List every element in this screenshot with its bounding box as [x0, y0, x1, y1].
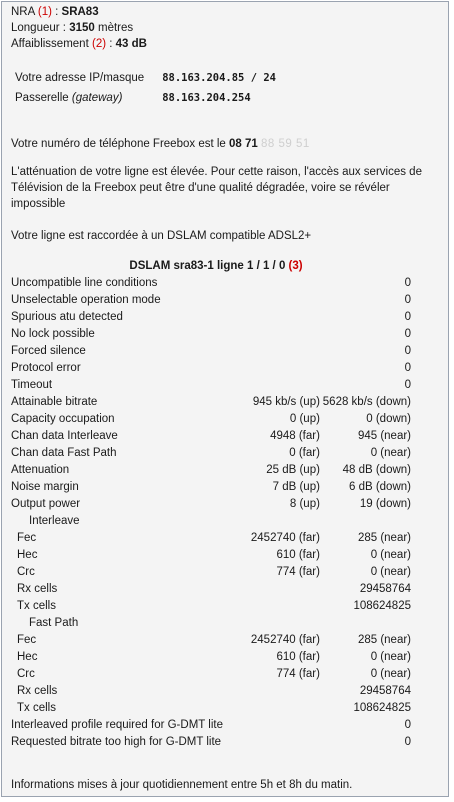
table-row — [11, 343, 411, 360]
stat-value-b: 0 — [404, 328, 411, 340]
stat-value-a — [223, 683, 320, 700]
stat-value-a: 4948 (far) — [270, 430, 320, 442]
affaiblissement-label: Affaiblissement — [11, 38, 89, 50]
table-row — [11, 292, 411, 309]
nra-ref: (1) — [37, 6, 52, 18]
table-row — [11, 496, 411, 513]
stat-value-a — [223, 360, 320, 377]
stat-label: Crc — [17, 566, 35, 578]
table-row — [11, 530, 411, 547]
stat-value-a — [223, 615, 320, 632]
stat-label: Timeout — [11, 379, 53, 391]
stat-value-b: 0 (near) — [370, 549, 411, 561]
stat-value-b: 945 (near) — [357, 430, 411, 442]
stat-value-a — [223, 700, 320, 717]
stat-value-b: 0 (near) — [370, 447, 411, 459]
stat-label: Interleaved profile required for G-DMT lite — [11, 719, 223, 731]
stat-value-b: 0 — [404, 736, 411, 748]
line-info-panel — [1, 1, 449, 797]
stat-value-a: 2452740 (far) — [250, 634, 320, 646]
stat-label: Interleave — [29, 515, 80, 527]
longueur-line — [11, 20, 441, 36]
stat-label: Tx cells — [17, 702, 56, 714]
stat-value-b: 108624825 — [353, 702, 411, 714]
table-row — [11, 734, 411, 751]
table-row — [11, 666, 411, 683]
gateway-row — [15, 88, 441, 108]
table-row — [11, 411, 411, 428]
stat-value-b: 0 — [404, 719, 411, 731]
table-row — [11, 615, 411, 632]
stat-value-a — [223, 343, 320, 360]
stat-value-a: 2452740 (far) — [250, 532, 320, 544]
stat-value-a — [223, 309, 320, 326]
table-row — [11, 377, 411, 394]
stat-label: Noise margin — [11, 481, 79, 493]
stat-label: Protocol error — [11, 362, 81, 374]
table-row — [11, 479, 411, 496]
phone-masked: 88 59 51 — [261, 138, 310, 150]
stat-value-a: 774 (far) — [276, 566, 320, 578]
table-row — [11, 394, 411, 411]
stat-value-b — [320, 615, 411, 632]
gateway-label-wrap — [15, 88, 159, 108]
stat-label: Attainable bitrate — [11, 396, 98, 408]
stat-label: Fec — [17, 532, 37, 544]
stat-value-a — [223, 275, 320, 292]
stat-label: Rx cells — [17, 685, 58, 697]
stat-value-a: 610 (far) — [276, 549, 320, 561]
stat-value-a — [223, 598, 320, 615]
dslam-stats-table — [11, 275, 411, 751]
stat-value-a — [223, 513, 320, 530]
stat-value-b: 0 (near) — [370, 566, 411, 578]
table-row — [11, 700, 411, 717]
phone-line — [11, 136, 441, 152]
affaiblissement-ref: (2) — [91, 38, 107, 50]
stat-value-a — [223, 717, 320, 734]
table-row — [11, 360, 411, 377]
table-row — [11, 275, 411, 292]
affaiblissement-colon: : — [109, 38, 113, 50]
stat-label: Fec — [17, 634, 37, 646]
stat-value-a: 25 dB (up) — [266, 464, 320, 476]
stat-value-b: 0 (down) — [366, 413, 411, 425]
stat-value-a: 8 (up) — [289, 498, 320, 510]
stat-value-b: 0 — [404, 277, 411, 289]
nra-label: NRA — [11, 6, 35, 18]
stat-value-b: 0 — [404, 379, 411, 391]
stat-value-b: 0 (near) — [370, 651, 411, 663]
stat-value-a — [223, 377, 320, 394]
gateway-value: 88.163.204.254 — [162, 92, 251, 104]
table-row — [11, 581, 411, 598]
ip-value: 88.163.204.85 / 24 — [162, 72, 276, 84]
stat-value-b: 48 dB (down) — [342, 464, 411, 476]
longueur-value: 3150 — [69, 22, 95, 34]
stat-label: No lock possible — [11, 328, 95, 340]
dslam-title-text: DSLAM sra83-1 ligne 1 / 1 / 0 — [129, 260, 286, 272]
stat-value-b: 0 — [404, 294, 411, 306]
stat-label: Attenuation — [11, 464, 70, 476]
table-row — [11, 547, 411, 564]
table-row — [11, 462, 411, 479]
table-row — [11, 445, 411, 462]
affaiblissement-line — [11, 36, 441, 52]
affaiblissement-value: 43 dB — [115, 38, 147, 50]
network-block — [15, 68, 441, 108]
stat-value-b: 285 (near) — [357, 532, 411, 544]
stat-label: Spurious atu detected — [11, 311, 123, 323]
stat-label: Unselectable operation mode — [11, 294, 161, 306]
stat-value-a: 0 (far) — [289, 447, 320, 459]
table-row — [11, 683, 411, 700]
ip-row — [15, 68, 441, 88]
table-row — [11, 309, 411, 326]
stat-value-a — [223, 326, 320, 343]
panel-content — [11, 4, 441, 751]
stat-value-b: 5628 kb/s (down) — [322, 396, 411, 408]
stat-label: Crc — [17, 668, 35, 680]
table-row — [11, 598, 411, 615]
stat-label: Hec — [17, 651, 38, 663]
ip-label: Votre adresse IP/masque — [15, 72, 145, 84]
stat-value-a: 774 (far) — [276, 668, 320, 680]
stat-value-b: 19 (down) — [359, 498, 411, 510]
table-row — [11, 632, 411, 649]
dslam-title — [11, 258, 421, 274]
stat-value-b: 0 — [404, 311, 411, 323]
stat-label: Requested bitrate too high for G-DMT lite — [11, 736, 222, 748]
gateway-label: Passerelle — [15, 92, 69, 104]
dslam-ref: (3) — [288, 260, 303, 272]
stat-label: Forced silence — [11, 345, 86, 357]
stat-label: Rx cells — [17, 583, 58, 595]
stat-value-a — [223, 292, 320, 309]
stat-label: Tx cells — [17, 600, 56, 612]
nra-value: SRA83 — [61, 6, 99, 18]
stat-value-b: 285 (near) — [357, 634, 411, 646]
stat-value-a: 945 kb/s (up) — [252, 396, 320, 408]
stat-label: Chan data Fast Path — [11, 447, 117, 459]
table-row — [11, 649, 411, 666]
gateway-label-italic: (gateway) — [71, 92, 123, 104]
stat-value-a — [223, 581, 320, 598]
longueur-label: Longueur : — [11, 22, 66, 34]
stat-value-b: 0 — [404, 362, 411, 374]
table-row — [11, 564, 411, 581]
stat-value-b: 108624825 — [353, 600, 411, 612]
stat-label: Capacity occupation — [11, 413, 115, 425]
stat-value-a — [223, 734, 320, 751]
stat-value-b: 6 dB (down) — [348, 481, 411, 493]
phone-value: 08 71 — [229, 138, 258, 150]
table-row — [11, 326, 411, 343]
longueur-unit: mètres — [98, 22, 134, 34]
stat-value-b: 0 (near) — [370, 668, 411, 680]
stat-value-b: 29458764 — [359, 583, 411, 595]
stat-value-a: 7 dB (up) — [272, 481, 320, 493]
stat-value-a: 610 (far) — [276, 651, 320, 663]
stat-label: Uncompatible line conditions — [11, 277, 158, 289]
attenuation-warning: L'atténuation de votre ligne est élevée. Pour cette raison, l'accès aux services de Télévision de la Freebox peut être d'une qualité dégradée, voire se révéler impossible — [11, 166, 422, 210]
table-row — [11, 428, 411, 445]
dslam-compat-text: Votre ligne est raccordée à un DSLAM compatible ADSL2+ — [11, 230, 312, 242]
stat-label: Hec — [17, 549, 38, 561]
nra-colon: : — [55, 6, 59, 18]
stat-value-b: 0 — [404, 345, 411, 357]
stat-label: Fast Path — [29, 617, 79, 629]
stat-value-b: 29458764 — [359, 685, 411, 697]
footer-note: Informations mises à jour quotidiennement entre 5h et 8h du matin. — [11, 779, 353, 791]
stat-label: Output power — [11, 498, 81, 510]
phone-label: Votre numéro de téléphone Freebox est le — [11, 138, 226, 150]
table-row — [11, 717, 411, 734]
stat-value-b — [320, 513, 411, 530]
nra-line — [11, 4, 441, 20]
stat-label: Chan data Interleave — [11, 430, 118, 442]
stat-value-a: 0 (up) — [289, 413, 320, 425]
table-row — [11, 513, 411, 530]
